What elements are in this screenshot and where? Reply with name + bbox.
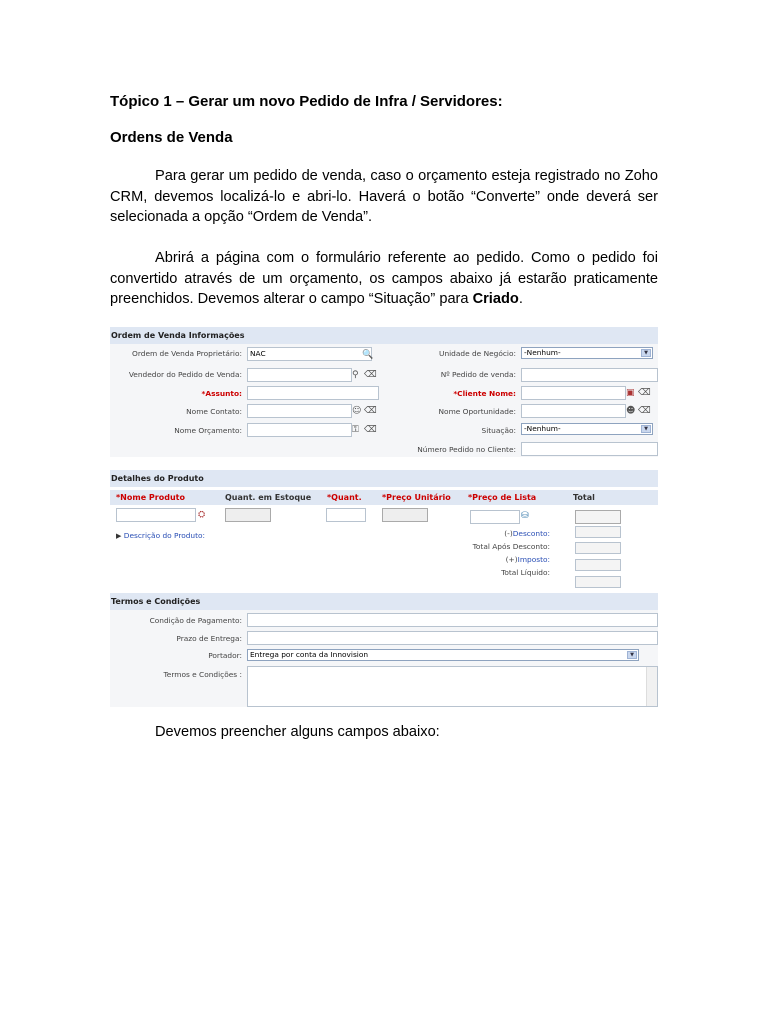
total-input — [575, 510, 621, 524]
sales-order-form-screenshot — [110, 327, 658, 707]
total-after-discount-input — [575, 542, 621, 554]
tax-link[interactable]: Imposto: — [517, 555, 550, 564]
payment-terms-label: Condição de Pagamento: — [149, 616, 242, 625]
opportunity-input[interactable] — [521, 404, 626, 418]
tax-label: (+)Imposto: — [505, 555, 550, 564]
status-label: Situação: — [481, 426, 516, 435]
quote-input[interactable] — [247, 423, 352, 437]
client-clear-icon[interactable]: ⌫ — [638, 388, 651, 398]
paragraph-fill-fields: Devemos preencher alguns campos abaixo: — [155, 724, 440, 740]
list-price-input[interactable] — [470, 510, 520, 524]
order-number-label: Nº Pedido de venda: — [440, 370, 516, 379]
quote-lookup-icon[interactable]: ⚿ — [352, 425, 359, 435]
product-description-link[interactable]: Descrição do Produto: — [123, 531, 206, 540]
seller-input[interactable] — [247, 368, 352, 382]
seller-clear-icon[interactable]: ⌫ — [364, 370, 377, 380]
col-qty: *Quant. — [327, 493, 362, 502]
owner-label: Ordem de Venda Proprietário: — [132, 349, 242, 358]
stock-qty-input — [225, 508, 271, 522]
qty-input[interactable] — [326, 508, 366, 522]
chevron-down-icon: ▼ — [641, 349, 651, 357]
client-label: *Cliente Nome: — [453, 389, 516, 398]
order-number-input[interactable] — [521, 368, 658, 382]
paragraph-intro: Para gerar um pedido de venda, caso o orçamento esteja registrado no Zoho CRM, devemos localizá-lo e abri-lo. Haverá o botão “Converte” onde deverá ser selecionada a opção “Ordem de Venda”. — [110, 168, 658, 225]
business-unit-select[interactable]: -Nenhum- ▼ — [521, 347, 653, 359]
payment-terms-input[interactable] — [247, 613, 658, 627]
unit-price-input — [382, 508, 428, 522]
carrier-label: Portador: — [208, 651, 242, 660]
discount-link[interactable]: Desconto: — [512, 529, 550, 538]
contact-input[interactable] — [247, 404, 352, 418]
net-total-label: Total Líquido: — [501, 568, 550, 577]
quote-clear-icon[interactable]: ⌫ — [364, 425, 377, 435]
subject-label: *Assunto: — [201, 389, 242, 398]
client-input[interactable] — [521, 386, 626, 400]
product-name-input[interactable] — [116, 508, 196, 522]
client-lookup-icon[interactable]: ▣ — [626, 388, 635, 398]
product-lookup-icon[interactable]: ⛭ — [198, 510, 206, 520]
opportunity-label: Nome Oportunidade: — [438, 407, 516, 416]
opportunity-clear-icon[interactable]: ⌫ — [638, 406, 651, 416]
chevron-down-icon: ▼ — [627, 651, 637, 659]
price-book-icon[interactable]: ⛁ — [521, 511, 529, 521]
terms-conditions-label: Termos e Condições : — [163, 670, 242, 679]
col-product-name: *Nome Produto — [116, 493, 185, 502]
bold-status-value: Criado — [472, 291, 519, 307]
section-header-order-info: Ordem de Venda Informações — [110, 327, 658, 344]
col-unit-price: *Preço Unitário — [382, 493, 451, 502]
client-order-number-label: Número Pedido no Cliente: — [417, 445, 516, 454]
net-total-input — [575, 576, 621, 588]
seller-lookup-icon[interactable]: ⚲ — [352, 370, 359, 380]
terms-conditions-textarea[interactable] — [247, 666, 658, 707]
client-order-number-input[interactable] — [521, 442, 658, 456]
textarea-scrollbar[interactable] — [646, 667, 657, 706]
subject-input[interactable] — [247, 386, 379, 400]
contact-lookup-icon[interactable]: ☺ — [352, 406, 362, 416]
paragraph-form-description: Abrirá a página com o formulário referente ao pedido. Como o pedido foi convertido através de um orçamento, os campos abaixo já estarão praticamente preenchidos. Devemos alterar o campo “Situação” para Criado. — [110, 250, 658, 307]
discount-label: (-)Desconto: — [504, 529, 550, 538]
col-total: Total — [573, 493, 595, 502]
section-title: Ordens de Venda — [110, 129, 233, 146]
col-stock-qty: Quant. em Estoque — [225, 493, 312, 502]
section-header-terms: Termos e Condições — [110, 593, 658, 610]
delivery-time-input[interactable] — [247, 631, 658, 645]
triangle-right-icon: ▶ — [116, 532, 122, 540]
tax-input — [575, 559, 621, 571]
opportunity-lookup-icon[interactable]: ☻ — [626, 406, 636, 416]
col-list-price: *Preço de Lista — [468, 493, 537, 502]
business-unit-label: Unidade de Negócio: — [439, 349, 516, 358]
contact-label: Nome Contato: — [186, 407, 242, 416]
carrier-select[interactable]: Entrega por conta da Innovision ▼ — [247, 649, 639, 661]
owner-input[interactable]: NAC — [247, 347, 372, 361]
total-after-discount-label: Total Após Desconto: — [472, 542, 550, 551]
page-title: Tópico 1 – Gerar um novo Pedido de Infra / Servidores: — [110, 93, 503, 110]
discount-input — [575, 526, 621, 538]
chevron-down-icon: ▼ — [641, 425, 651, 433]
contact-clear-icon[interactable]: ⌫ — [364, 406, 377, 416]
delivery-time-label: Prazo de Entrega: — [176, 634, 242, 643]
section-header-product-details: Detalhes do Produto — [110, 470, 658, 487]
seller-label: Vendedor do Pedido de Venda: — [128, 370, 242, 379]
product-description-toggle[interactable] — [116, 531, 205, 540]
quote-label: Nome Orçamento: — [174, 426, 242, 435]
user-lookup-icon[interactable]: 🔍 — [362, 350, 374, 360]
status-select[interactable]: -Nenhum- ▼ — [521, 423, 653, 435]
